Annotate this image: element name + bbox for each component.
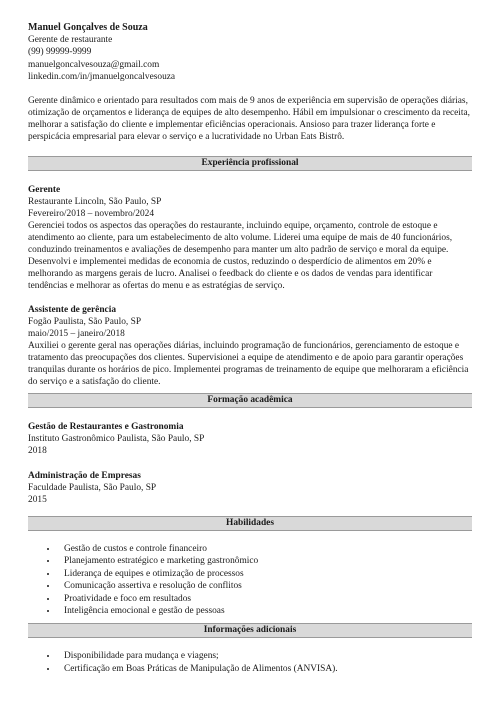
job-dates: Fevereiro/2018 – novembro/2024 [28,209,155,220]
section-header-education: Formação acadêmica [28,393,472,408]
phone-number: (99) 99999-9999 [28,47,92,58]
institution: Instituto Gastronômico Paulista, São Paulo, SP [28,434,205,445]
professional-summary: Gerente dinâmico e orientado para resultados com mais de 9 anos de experiência em supervisão de operações diárias, otimização de orçamentos e liderança de equipes de alto desempenho. Hábil em impulsionar o crescimento da receita, melhorar a satisfação do cliente e implementar eficiências operacionais. Ansioso para trazer liderança forte e perspicácia empresarial para elevar o serviço e a lucratividade no Urban Eats Bistrô. [28,96,471,143]
contact-header [28,22,472,83]
list-item: • Disponibilidade para mudança e viagens; [58,650,472,662]
list-item: • Liderança de equipes e otimização de processos [58,568,472,580]
education-entry [28,421,472,457]
job-company: Fogão Paulista, São Paulo, SP [28,317,142,328]
list-item: • Certificação em Boas Práticas de Manipulação de Alimentos (ANVISA). [58,663,472,675]
job-entry [28,184,472,292]
job-entry [28,304,472,388]
graduation-year: 2018 [28,446,47,457]
institution: Faculdade Paulista, São Paulo, SP [28,483,157,494]
list-item: • Proatividade e foco em resultados [58,593,472,605]
degree-title: Administração de Empresas [28,471,141,482]
list-item: • Inteligência emocional e gestão de pessoas [58,605,472,617]
job-title: Gerente [28,185,61,196]
list-item: • Comunicação assertiva e resolução de conflitos [58,580,472,592]
email-address[interactable]: manuelgoncalvesouza@gmail.com [28,59,160,70]
section-header-experience: Experiência profissional [28,156,472,171]
job-title: Assistente de gerência [28,305,117,316]
candidate-name: Manuel Gonçalves de Souza [28,22,148,33]
list-item: • Gestão de custos e controle financeiro [58,543,472,555]
education-entry [28,470,472,506]
job-dates: maio/2015 – janeiro/2018 [28,329,125,340]
list-item: • Planejamento estratégico e marketing gastronômico [58,555,472,567]
candidate-role: Gerente de restaurante [28,35,113,46]
skills-list [28,543,472,617]
section-header-additional: Informações adicionais [28,623,472,638]
degree-title: Gestão de Restaurantes e Gastronomia [28,422,184,433]
job-company: Restaurante Lincoln, São Paulo, SP [28,197,162,208]
graduation-year: 2015 [28,495,47,506]
linkedin-url[interactable]: linkedin.com/in/jmanuelgoncalvesouza [28,71,176,82]
section-header-skills: Habilidades [28,516,472,531]
job-description: Auxiliei o gerente geral nas operações diárias, incluindo programação de funcionários, gerenciamento de estoque e tratamento das preocupações dos clientes. Supervisionei a equipe de atendimento e de apoio para garantir operações tranquilas durante os horários de pico. Implementei programas de treinamento de equipe que melhoraram a eficiência do serviço e a satisfação do cliente. [28,341,469,388]
job-description: Gerenciei todos os aspectos das operações do restaurante, incluindo equipe, orçamento, controle de estoque e atendimento ao cliente, para um estabelecimento de alto volume. Liderei uma equipe de mais de 40 funcionários, conduzindo treinamentos e avaliações de desempenho para manter um alto padrão de serviço e moral da equipe. Desenvolvi e implementei medidas de economia de custos, reduzindo o desperdício de alimentos em 20% e melhorando as margens gerais de lucro. Analisei o feedback do cliente e os dados de vendas para identificar tendências e melhorar as ofertas do menu e as estratégias de serviço. [28,221,453,292]
additional-info-list [28,650,472,675]
